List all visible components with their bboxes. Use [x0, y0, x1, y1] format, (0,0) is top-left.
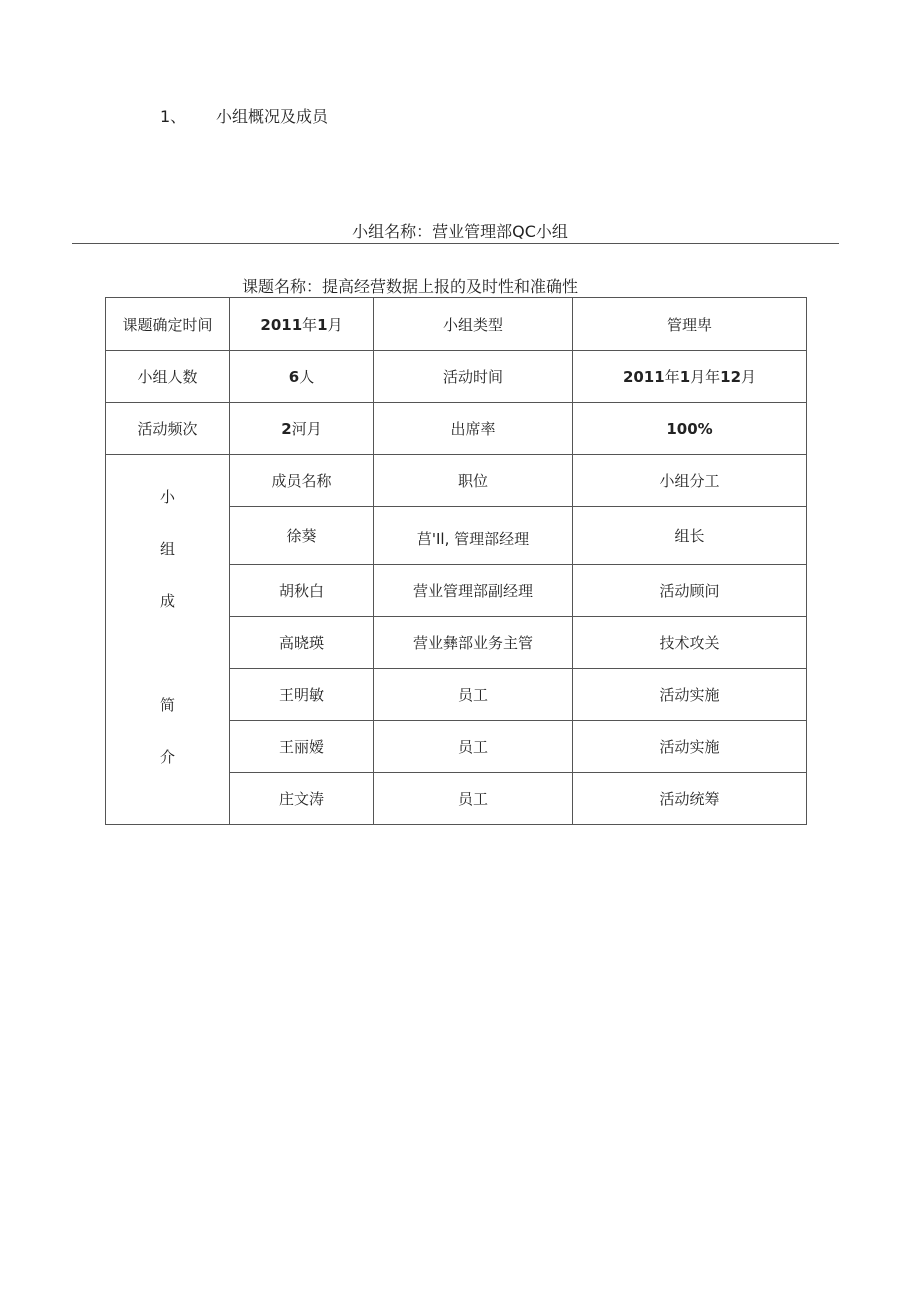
group-name-title: 小组名称：营业管理部QC小组: [352, 222, 568, 241]
member-role: 技术攻关: [573, 617, 807, 669]
member-intro-side-label: 小 组 成 简 介: [106, 455, 230, 825]
section-number: 1、: [160, 107, 187, 126]
group-type-value: 管理卑: [573, 298, 807, 351]
member-role: 活动实施: [573, 721, 807, 773]
activity-time-label: 活动时间: [374, 351, 573, 403]
member-role: 活动实施: [573, 669, 807, 721]
attendance-rate-value: 100%: [573, 403, 807, 455]
member-role: 组长: [573, 507, 807, 565]
member-name: 王明敏: [230, 669, 374, 721]
activity-time-value: 2011年1月年12月: [573, 351, 807, 403]
topic-name-title: 课题名称：提高经营数据上报的及时性和准确性: [242, 277, 579, 296]
attendance-rate-label: 出席率: [374, 403, 573, 455]
member-name-header: 成员名称: [230, 455, 374, 507]
member-count-label: 小组人数: [106, 351, 230, 403]
section-heading: [160, 104, 328, 127]
table-row: [106, 403, 807, 455]
member-position: 员工: [374, 773, 573, 825]
table-row: [106, 298, 807, 351]
horizontal-divider: [72, 243, 839, 244]
section-title: 小组概况及成员: [216, 107, 329, 126]
member-position: 员工: [374, 669, 573, 721]
member-name: 高晓瑛: [230, 617, 374, 669]
member-name: 徐葵: [230, 507, 374, 565]
group-type-label: 小组类型: [374, 298, 573, 351]
member-position: 营业管理部副经理: [374, 565, 573, 617]
member-name: 胡秋白: [230, 565, 374, 617]
member-role-header: 小组分工: [573, 455, 807, 507]
group-info-table: [105, 297, 807, 825]
activity-frequency-value: 2河月: [230, 403, 374, 455]
topic-date-value: 2011年1月: [230, 298, 374, 351]
member-position: 营业彝部业务主管: [374, 617, 573, 669]
member-name: 王丽嫒: [230, 721, 374, 773]
table-row: [106, 351, 807, 403]
member-role: 活动顾问: [573, 565, 807, 617]
member-position: 莒'Il, 管理部经理: [374, 507, 573, 565]
member-name: 庄文涛: [230, 773, 374, 825]
table-row: [106, 455, 807, 507]
member-count-value: 6人: [230, 351, 374, 403]
member-position-header: 职位: [374, 455, 573, 507]
activity-frequency-label: 活动频次: [106, 403, 230, 455]
topic-date-label: 课题确定时间: [106, 298, 230, 351]
member-role: 活动统筹: [573, 773, 807, 825]
member-position: 员工: [374, 721, 573, 773]
